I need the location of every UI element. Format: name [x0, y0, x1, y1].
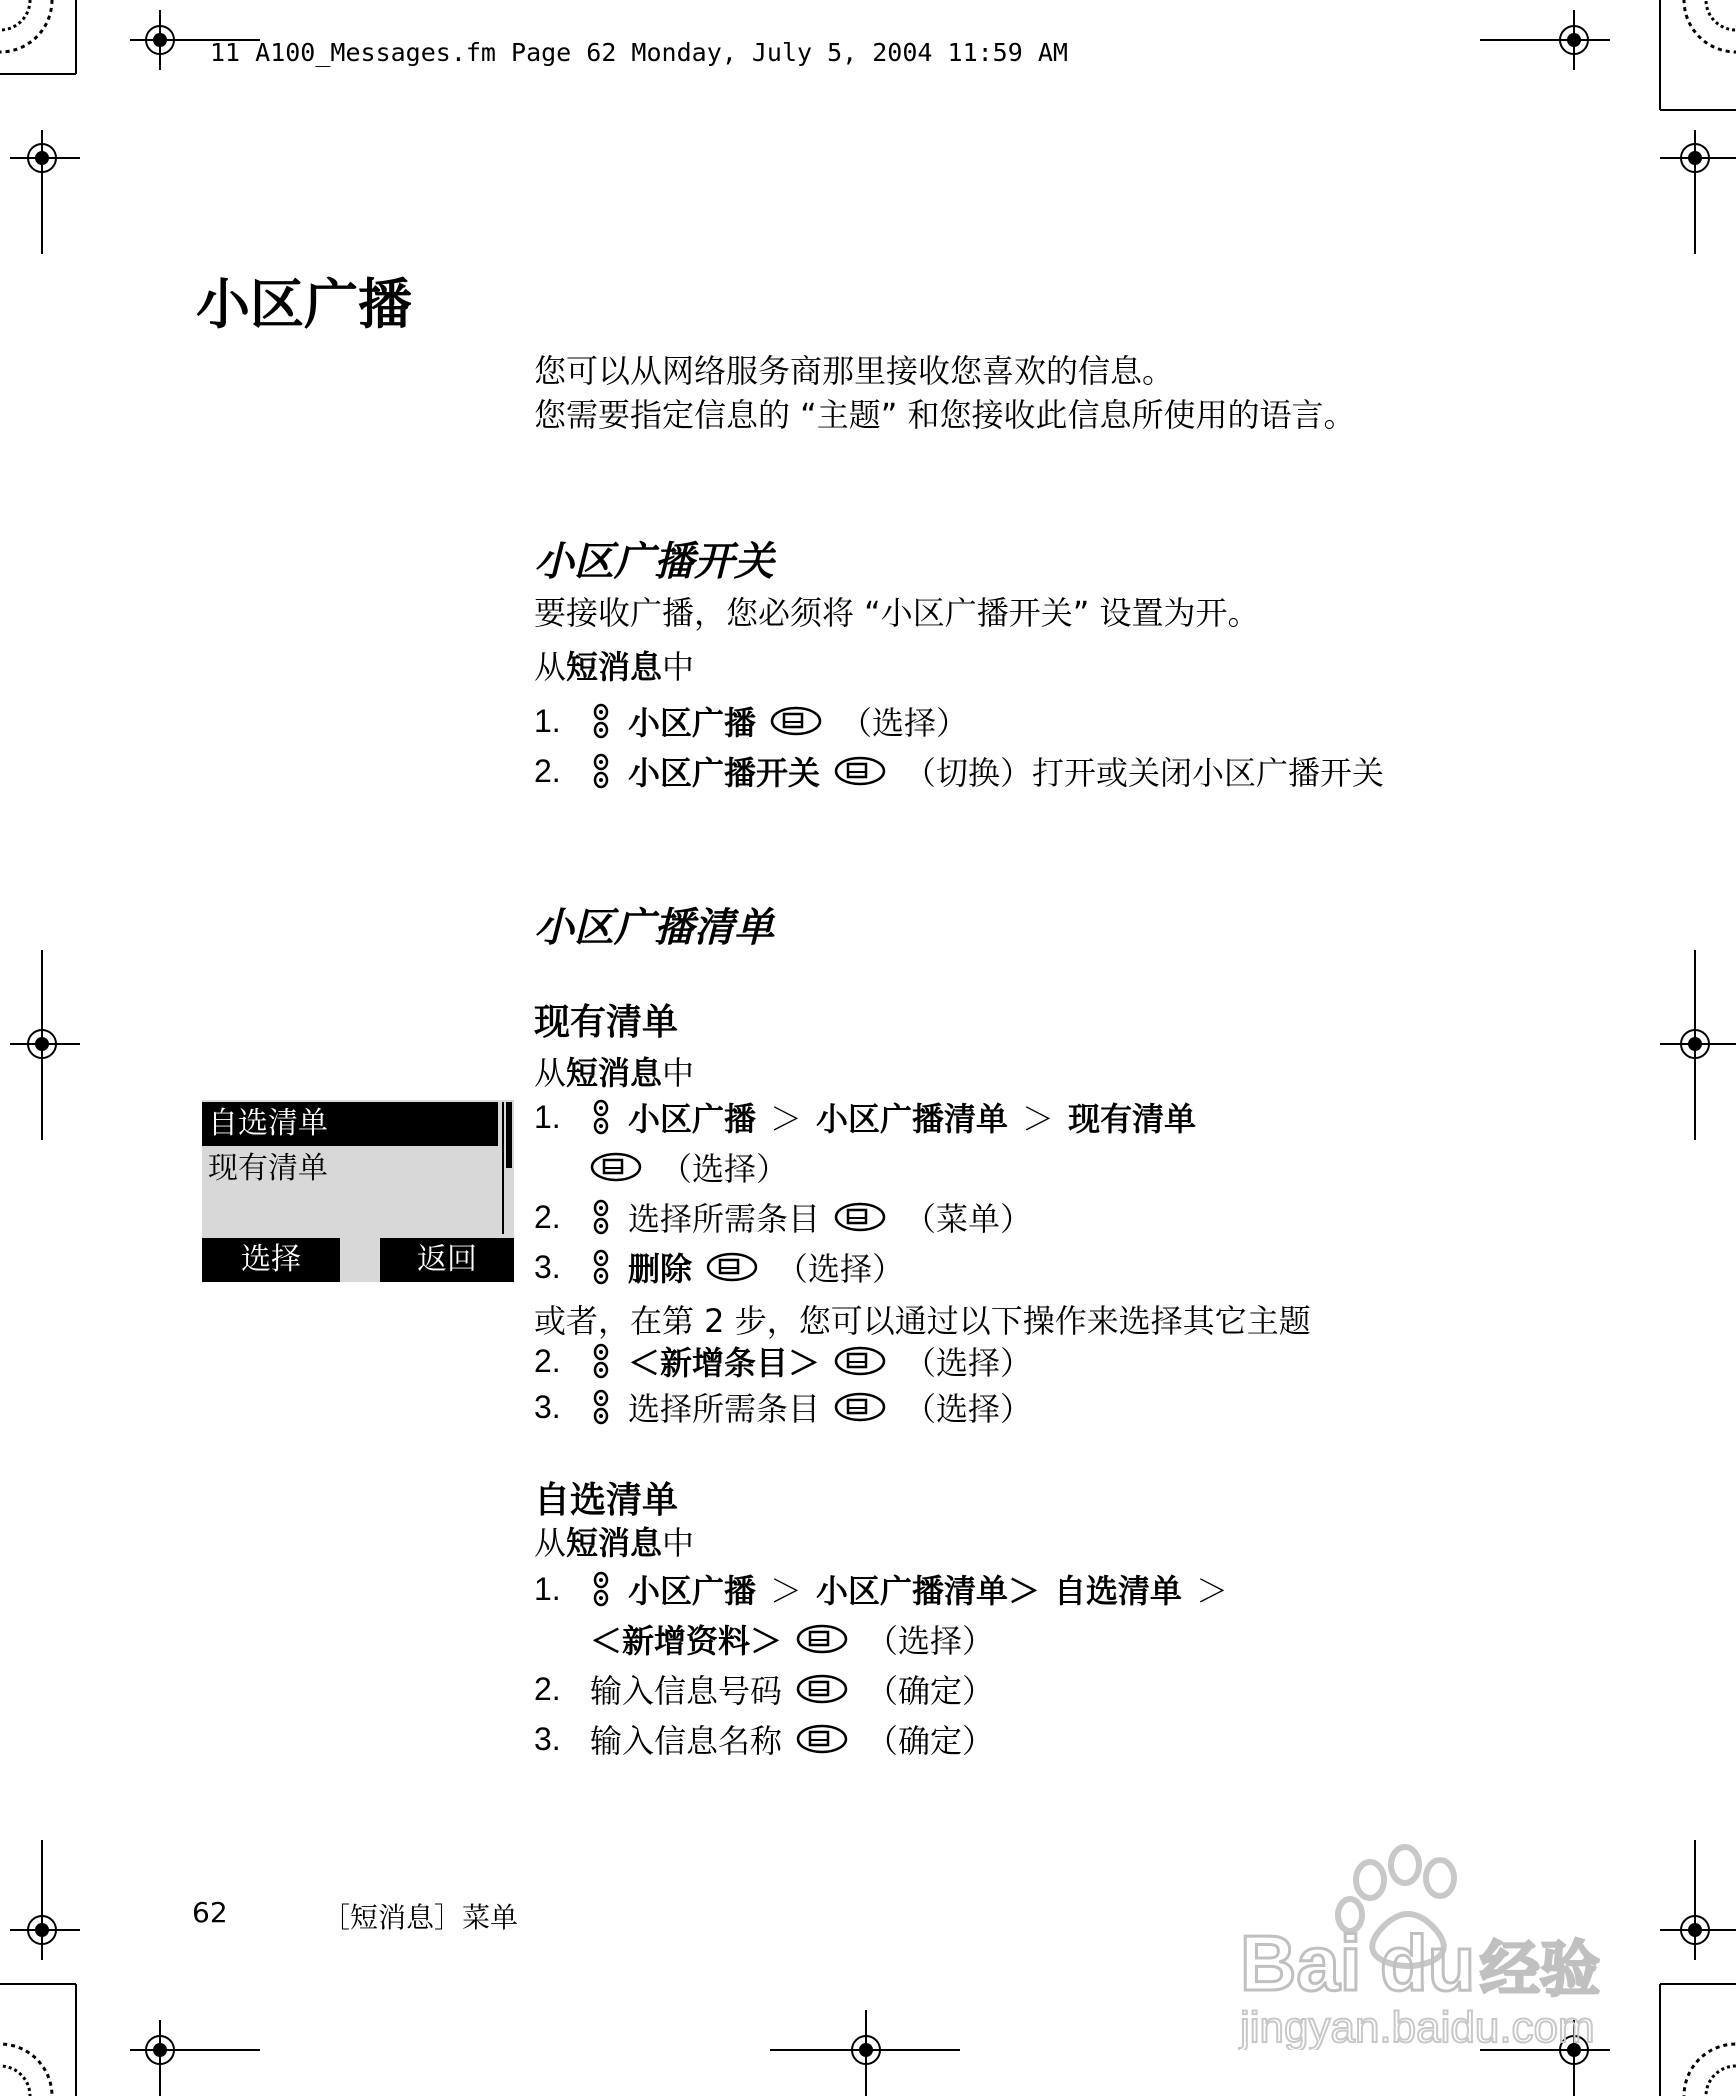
from-prefix: 从: [534, 1524, 567, 1562]
intro-line-2: 您需要指定信息的 “主题” 和您接收此信息所使用的语言。: [534, 396, 1356, 434]
phone-screen-illustration: [202, 1100, 514, 1282]
step-number: 1.: [534, 1570, 561, 1607]
step-text: 输入信息号码: [590, 1672, 783, 1710]
from-suffix: 中: [662, 648, 695, 686]
current-step-1-action: [590, 1144, 788, 1190]
section1-step-2: [534, 748, 1384, 794]
action-label: （确定）: [866, 1722, 995, 1760]
step-number: 2.: [534, 1198, 561, 1235]
from-menu: 短消息: [566, 648, 663, 686]
section-heading-broadcast-list: 小区广播清单: [534, 905, 774, 951]
step-number: 3.: [534, 1720, 561, 1757]
intro-line-1: 您可以从网络服务商那里接收您喜欢的信息。: [534, 352, 1175, 390]
path-separator: ＞: [770, 1572, 803, 1610]
menu-item-new-data: ＜新增资料＞: [590, 1622, 783, 1660]
step-number: 3.: [534, 1248, 561, 1285]
path-current-list: 现有清单: [1068, 1100, 1197, 1138]
custom-step-3: [534, 1716, 994, 1762]
from-menu: 短消息: [566, 1524, 663, 1562]
soft-key-icon: [796, 1722, 848, 1756]
soft-key-icon: [834, 1344, 886, 1378]
action-label: （切换）: [904, 754, 1033, 792]
from-prefix: 从: [534, 648, 567, 686]
action-label: （选择）: [776, 1250, 905, 1288]
nav-key-icon: [590, 1249, 612, 1285]
action-label: （选择）: [660, 1150, 789, 1188]
nav-key-icon: [590, 1343, 612, 1379]
step-number: 2.: [534, 1342, 561, 1379]
step-number: 2.: [534, 1670, 561, 1707]
soft-key-icon: [706, 1250, 758, 1284]
path-cell-broadcast: 小区广播: [628, 1572, 757, 1610]
nav-key-icon: [590, 703, 612, 739]
soft-key-icon: [796, 1672, 848, 1706]
nav-key-icon: [590, 1389, 612, 1425]
menu-item-new-entry: ＜新增条目＞: [628, 1344, 821, 1382]
current-step-1: [534, 1094, 1196, 1140]
step-tail-text: 打开或关闭小区广播开关: [1032, 754, 1385, 792]
step-text: 输入信息名称: [590, 1722, 783, 1760]
step-text: 选择所需条目: [628, 1390, 821, 1428]
soft-key-icon: [796, 1622, 848, 1656]
action-label: （选择）: [904, 1344, 1033, 1382]
step-number: 3.: [534, 1388, 561, 1425]
action-label: （确定）: [866, 1672, 995, 1710]
alt-step-3: [534, 1384, 1032, 1430]
soft-key-icon: [770, 704, 822, 738]
current-step-2: [534, 1194, 1032, 1240]
from-menu: 短消息: [566, 1054, 663, 1092]
phone-selected-item: 自选清单: [202, 1102, 498, 1146]
phone-right-softkey: 返回: [380, 1238, 514, 1282]
section-heading-broadcast-switch: 小区广播开关: [534, 539, 774, 585]
nav-key-icon: [590, 1099, 612, 1135]
step-number: 2.: [534, 752, 561, 789]
step-text: 选择所需条目: [628, 1200, 821, 1238]
nav-key-icon: [590, 1571, 612, 1607]
subheading-current-list: 现有清单: [534, 1002, 679, 1043]
soft-key-icon: [834, 1200, 886, 1234]
path-separator: ＞: [770, 1100, 803, 1138]
custom-step-1-cont: [590, 1616, 994, 1662]
svg-text:Bai: Bai: [1240, 1919, 1362, 2007]
path-cell-broadcast: 小区广播: [628, 1100, 757, 1138]
path-broadcast-list: 小区广播清单＞: [816, 1572, 1041, 1610]
svg-text:du: du: [1380, 1919, 1476, 2007]
subheading-custom-list: 自选清单: [534, 1480, 679, 1521]
section1-step-1: [534, 698, 968, 744]
watermark-url: jingyan.baidu.com: [1240, 2003, 1595, 2050]
path-separator: ＞: [1022, 1100, 1055, 1138]
soft-key-icon: [590, 1150, 642, 1184]
menu-item-delete: 删除: [628, 1250, 693, 1288]
path-broadcast-list: 小区广播清单: [816, 1100, 1009, 1138]
menu-item-cell-broadcast: 小区广播: [628, 704, 757, 742]
current-step-3: [534, 1244, 904, 1290]
custom-step-2: [534, 1666, 994, 1712]
custom-step-1: [534, 1566, 1242, 1612]
alternative-note: 或者，在第 2 步，您可以通过以下操作来选择其它主题: [534, 1302, 1311, 1340]
svg-text:经验: 经验: [1480, 1935, 1600, 2005]
page-title: 小区广播: [196, 273, 412, 336]
phone-left-softkey: 选择: [202, 1238, 340, 1282]
from-prefix: 从: [534, 1054, 567, 1092]
soft-key-icon: [834, 754, 886, 788]
footer-section-label: ［短消息］菜单: [322, 1901, 519, 1934]
step-number: 1.: [534, 702, 561, 739]
section1-description: 要接收广播，您必须将 “小区广播开关” 设置为开。: [534, 594, 1260, 632]
alt-step-2: [534, 1338, 1032, 1384]
path-separator: ＞: [1196, 1572, 1229, 1610]
from-suffix: 中: [662, 1524, 695, 1562]
baidu-jingyan-watermark: [1230, 1810, 1630, 2050]
phone-scrollbar-thumb: [506, 1102, 512, 1168]
current-from-line: [534, 1048, 694, 1094]
path-custom-list: 自选清单: [1054, 1572, 1183, 1610]
section1-from-line: [534, 642, 694, 688]
step-number: 1.: [534, 1098, 561, 1135]
page-number: 62: [192, 1896, 228, 1929]
action-label: （菜单）: [904, 1200, 1033, 1238]
nav-key-icon: [590, 1199, 612, 1235]
from-suffix: 中: [662, 1054, 695, 1092]
nav-key-icon: [590, 753, 612, 789]
action-label: （选择）: [866, 1622, 995, 1660]
soft-key-icon: [834, 1390, 886, 1424]
custom-from-line: [534, 1518, 694, 1564]
file-header: 11 A100_Messages.fm Page 62 Monday, July 5, 2004 11:59 AM: [210, 38, 1068, 67]
menu-item-broadcast-switch: 小区广播开关: [628, 754, 821, 792]
action-label: （选择）: [840, 704, 969, 742]
phone-list-item: 现有清单: [208, 1151, 328, 1186]
action-label: （选择）: [904, 1390, 1033, 1428]
